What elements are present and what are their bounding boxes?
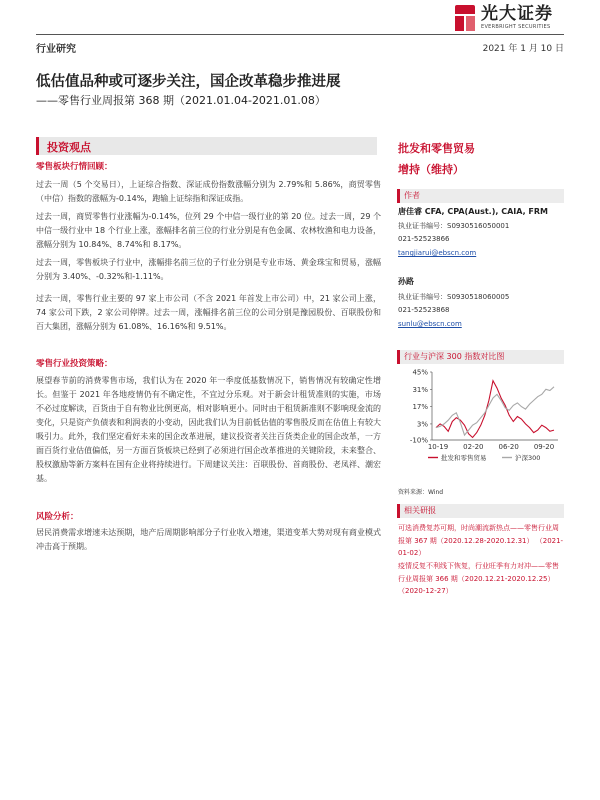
related-report-1[interactable] [398,522,564,560]
legend-label-0: 批发和零售贸易 [441,454,487,462]
related-report-2[interactable]: 疫情反复不利线下恢复，行业旺季有力对冲——零售行业周报第 366 期（2020.12.21-2020.12.25）（2020-12-27） [398,562,559,595]
series-line-0 [436,381,554,438]
author-2-cert: 执业证书编号：S0930518060005 [398,293,510,301]
series-line-1 [436,387,554,435]
x-tick-label: 06-20 [498,443,519,451]
report-date: 2021 年 1 月 10 日 [482,44,564,54]
brand-name-cn: 光大证券 [481,4,553,24]
strategy-heading: 零售行业投资策略： [36,359,113,369]
related-report-1-title[interactable]: 可选消费复苏可期，时尚潮流新热点——零售行业周报第 367 期（2020.12.28-2020.12.31） [398,524,559,545]
x-tick-label: 10-19 [427,443,449,451]
x-tick-label: 02-20 [463,443,484,451]
author-1-cert: 执业证书编号：S0930516050001 [398,222,510,230]
legend-label-1: 沪深300 [515,454,541,462]
everbright-logo-icon [455,5,475,31]
y-tick-label: 3% [416,420,428,429]
review-paragraph-4: 过去一周，零售行业主要的 97 家上市公司（不含 2021 年首发上市公司）中，21 家公司上涨，74 家公司下跌，2 家公司停牌。过去一周，涨幅排名前三位的公司分别是豫园股份、百联股份和百大集团，涨幅分别为 61.08%、16.16%和 9.51%。 [36,294,381,331]
report-category: 行业研究 [36,44,76,55]
y-tick-label: 31% [412,385,428,394]
author-2-name: 孙路 [398,277,414,286]
rating-value: 增持（维持） [398,163,464,176]
header-divider [36,34,564,35]
author-1-email[interactable]: tangjiarui@ebscn.com [398,249,477,257]
risk-paragraph: 居民消费需求增速未达预期，地产后周期影响部分子行业收入增速，渠道变革大势对现有商业模式冲击高于预期。 [36,528,381,551]
author-2-email[interactable]: sunlu@ebscn.com [398,320,462,328]
related-report-1-date: （2021-01-02） [398,536,564,557]
risk-heading: 风险分析： [36,512,79,522]
chart-title: 行业与沪深 300 指数对比图 [397,350,564,364]
review-paragraph-2: 过去一周，商贸零售行业涨幅为-0.14%，位列 29 个中信一级行业的第 20 位。过去一周，29 个中信一级行业中 18 个行业上涨，涨幅排名前三位的行业分别是有色金属、农林牧渔和电力设备，涨幅分别为 10.84%、8.74%和 8.17%。 [36,212,381,249]
author-1-name: 唐佳睿 CFA, CPA(Aust.), CAIA, FRM [398,207,548,216]
author-2-phone: 021-52523868 [398,306,450,314]
chart-svg [398,366,566,484]
review-heading: 零售板块行情回顾： [36,162,113,172]
chart-source: 资料来源：Wind [398,489,444,496]
review-paragraph-3: 过去一周，零售板块子行业中，涨幅排名前三位的子行业分别是专业市场、黄金珠宝和贸易，涨幅分别为 3.40%、-0.32%和-1.11%。 [36,258,381,281]
brand-logo [455,4,553,31]
author-1-phone: 021-52523866 [398,235,450,243]
authors-label: 作者 [397,189,564,203]
section-heading: 投资观点 [47,141,91,154]
report-subtitle: ——零售行业周报第 368 期（2021.01.04-2021.01.08） [36,94,326,107]
index-comparison-chart [398,366,566,484]
rating-industry: 批发和零售贸易 [398,142,475,155]
review-paragraph-1: 过去一周（5 个交易日），上证综合指数、深证成份指数涨幅分别为 2.79%和 5.86%，商贸零售（中信）指数的涨幅为-0.14%，跑输上证综指和深证成指。 [36,180,381,203]
x-tick-label: 09-20 [533,443,555,451]
y-tick-label: 17% [412,403,428,412]
section-header [36,137,377,155]
report-title: 低估值品种或可逐步关注，国企改革稳步推进展 [36,74,341,90]
brand-name-en: EVERBRIGHT SECURITIES [481,24,551,30]
y-tick-label: 45% [412,368,428,377]
related-label: 相关研报 [397,504,564,518]
strategy-paragraph: 展望春节前的消费零售市场，我们认为在 2020 年一季度低基数情况下，销售情况有较确定性增长。但鉴于 2021 年各地疫情仍有不确定性，不宜过分乐观。对于新会计租赁准则的实施，市场不必过度解读，百货由于自有物业比例更高，相对影响更小。同时由于租赁新准则不影响现金流的变化，只是资产负债表和利润表的小变动，因此我们认为目前低估值的零售股反而在估值上有较大吸引力。此外，我们坚定看好未来的国企改革进展，建议投资者关注百货类企业的国企改革，一方面百货行业估值偏低，另一方面百货板块已经到了必须进行国企改革推进的关键阶段，未来整合、股权激励等新方案料在国有企业将持续进行。下周建议关注：百联股份、首商股份、老凤祥、潮宏基。 [36,376,381,483]
y-tick-label: -10% [409,436,428,445]
